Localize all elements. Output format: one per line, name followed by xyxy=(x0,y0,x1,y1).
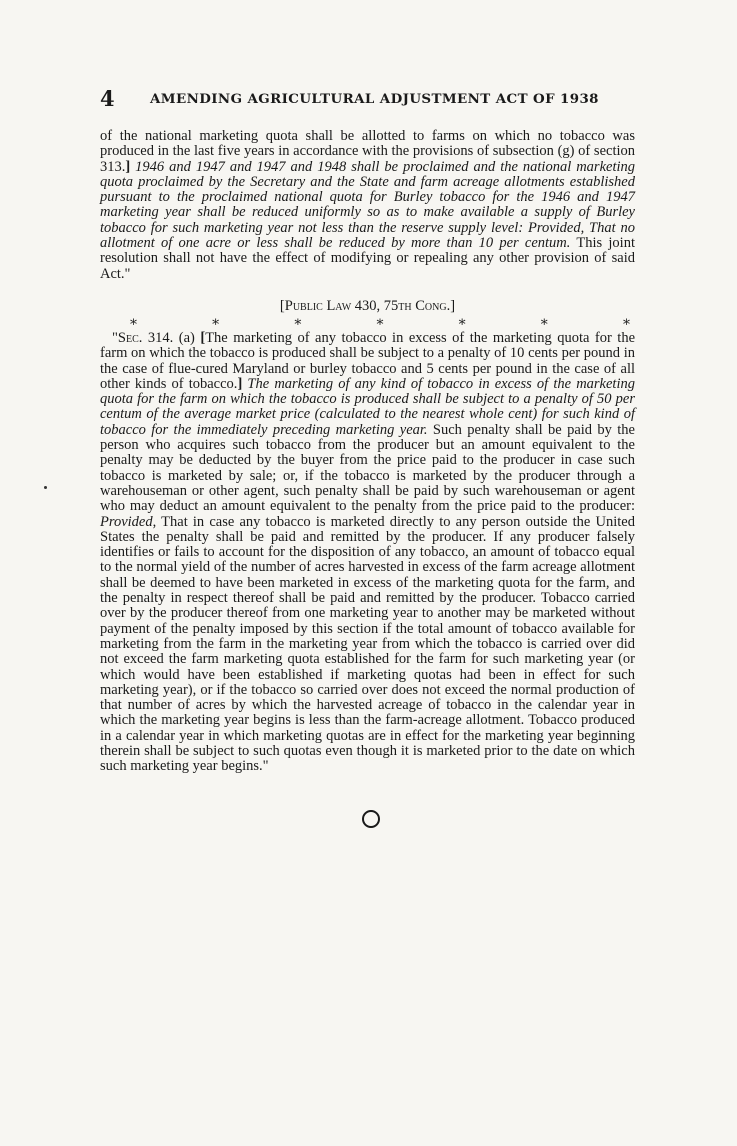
public-law-label: Public Law 430, 75th Cong. xyxy=(284,298,451,314)
provided-italic: Provided xyxy=(100,513,153,530)
inserted-italic-text: The marketing of any kind of tobacco in excess of the marketing quota for the farm on which the tobacco is produced shall be subject to a penalty of 50 per centum of the average market price (calculated to the nearest whole cent) for such kind of tobacco for the immediately preceding marketing year. xyxy=(100,375,635,438)
public-law-caption: [Public Law 430, 75th Cong.] xyxy=(279,298,456,314)
close-bracket: ] xyxy=(125,158,131,175)
page-number: 4 xyxy=(100,86,115,111)
paragraph-text: of the national marketing quota shall be allotted to farms on which no tobacco was produced in the last five years in accordance with the provisions of subsection (g) of section 313. xyxy=(100,128,635,175)
struck-text: The marketing of any tobacco in excess of the marketing quota for the farm on which the tobacco is produced shall be subject to a penalty of 10 cents per pound in the case of flue-cured Maryland or burley tobacco and 5 cents per pound in the case of all other kinds of tobacco. xyxy=(100,330,636,392)
star: * xyxy=(540,317,548,333)
running-title: AMENDING AGRICULTURAL ADJUSTMENT ACT OF 1938 xyxy=(150,91,599,107)
open-bracket: [ xyxy=(200,330,206,346)
star: * xyxy=(212,317,220,333)
section-314-text: "Sec. 314. (a) [The marketing of any tobacco in excess of the marketing quota for the farm on which the tobacco is produced shall be subject to a penalty of 10 cents per pound in the case of flue-cured Maryland or burley tobacco and 5 cents per pound in the case of all other kinds of tobacco.] The marketing of any kind of tobacco in excess of the marketing quota for the farm on which the tobacco is produced shall be subject to a penalty of 50 per centum of the average market price (calculated to the nearest whole cent) for such kind of tobacco for the immediately preceding marketing year. Such penalty shall be paid by the person who acquires such tobacco from the producer but an amount equivalent to the penalty may be deducted by the buyer from the price paid to the producer in case such tobacco is marketed by sale; or, if the tobacco is marketed by the producer through a warehouseman or other agent, such penalty shall be paid by such warehouseman or agent who may deduct an amount equivalent to the penalty from the price paid to the producer: Provided, That in case any tobacco is marketed directly to any person outside the United States the penalty shall be paid and remitted by the producer. If any producer falsely identifies or fails to account for the disposition of any tobacco, an amount of tobacco equal to the normal yield of the number of acres harvested in excess of the farm acreage allotment shall be deemed to have been marketed in excess of the marketing quota for the farm, and the penalty in respect thereof shall be paid and remitted by the producer. Tobacco carried over by the producer thereof from one marketing year to another may be marketed without payment of the penalty imposed by this section if the total amount of tobacco available for marketing from the farm in the marketing year from which the tobacco is carried over did not exceed the farm marketing quota established for the farm for such marketing year (or which would have been established if marketing quotas had been in effect for such marketing year), or if the tobacco so carried over does not exceed the normal production of that number of acres by which the harvested acreage of tobacco in the calendar year in which the marketing year begins is less than the farm-acreage allotment. Tobacco produced in a calendar year in which marketing quotas are in effect for the marketing year beginning therein shall be subject to such quotas even though it is marketed prior to the date on which such marketing year begins." xyxy=(100,330,636,775)
star: * xyxy=(376,317,384,333)
end-circle-icon xyxy=(362,810,380,828)
close-bracket: ] xyxy=(237,375,243,392)
resolution-text-continued xyxy=(100,129,635,282)
star: * xyxy=(622,317,630,333)
star: * xyxy=(458,317,466,333)
paragraph-text-end: , That in case any tobacco is marketed directly to any person outside the United States the penalty shall be paid and remitted by the producer. If any producer falsely identifies or fails to account for the disposition of any tobacco, an amount of tobacco equal to the normal yield of the number of acres harvested in excess of the farm acreage allotment shall be deemed to have been marketed in excess of the marketing quota for the farm, and the penalty in respect thereof shall be paid and remitted by the producer. Tobacco carried over by the producer thereof from one marketing year to another may be marketed without payment of the penalty imposed by this section if the total amount of tobacco available for marketing from the farm in the marketing year from which the tobacco is carried over did not exceed the farm marketing quota established for the farm for such marketing year (or which would have been established if marketing quotas had been in effect for such marketing year), or if the tobacco so carried over does not exceed the normal production of that number of acres by which the harvested acreage of tobacco in the calendar year in which the marketing year begins is less than the farm-acreage allotment. Tobacco produced in a calendar year in which marketing quotas are in effect for the marketing year beginning therein shall be subject to such quotas even though it is marketed prior to the date on which such marketing year begins." xyxy=(100,513,635,775)
stray-mark xyxy=(44,486,47,489)
page-header xyxy=(100,86,660,112)
paragraph-text: Such penalty shall be paid by the person who acquires such tobacco from the producer but an amount equivalent to the penalty may be deducted by the buyer from the price paid to the producer in case such tobacco is marketed by sale; or, if the tobacco is marketed by the producer through a warehouseman or other agent, such penalty shall be paid by such warehouseman or agent who may deduct an amount equivalent to the penalty from the price paid to the producer: xyxy=(100,421,635,515)
inserted-italic-text: 1946 and 1947 and 1947 and 1948 shall be proclaimed and the national marketing quota proclaimed by the Secretary and the State and farm acreage allotments established pursuant to the proclaimed national quota for Burley tobacco for the 1946 and 1947 marketing year shall be reduced uniformly so as to make available a supply of Burley tobacco for such marketing year not less than the reserve supply level: Provided, That no allotment of one acre or less shall be reduced by more than 10 per centum. xyxy=(100,158,635,252)
section-label: "Sec. 314. xyxy=(112,330,174,346)
star: * xyxy=(294,317,302,333)
paragraph-text-end: This joint resolution shall not have the effect of modifying or repealing any other provision of said Act." xyxy=(100,235,635,282)
star: * xyxy=(130,317,137,333)
